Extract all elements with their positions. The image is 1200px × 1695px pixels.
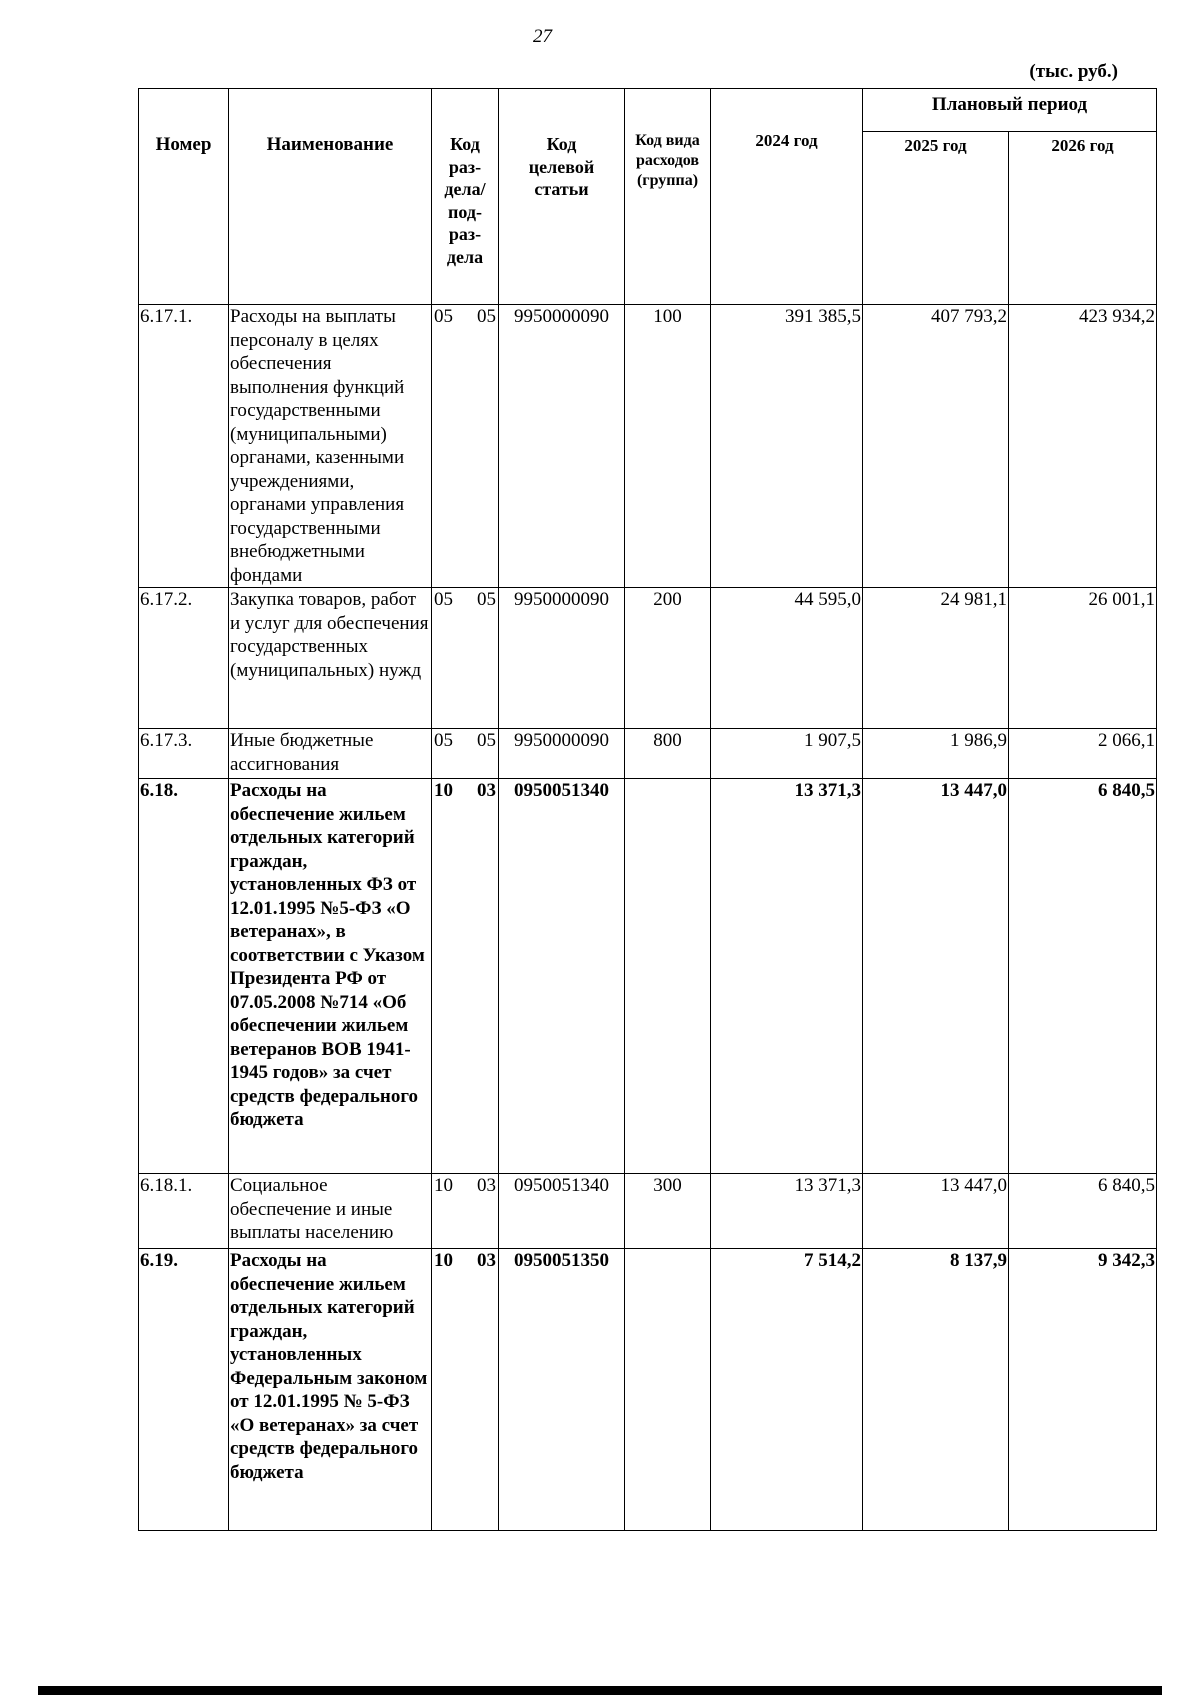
row-name: Закупка товаров, работ и услуг для обеспечения государственных (муниципальных) нужд bbox=[229, 588, 432, 729]
header-section-line: под- bbox=[448, 201, 482, 222]
header-section-line: дела bbox=[446, 246, 484, 267]
row-target: 0950051350 bbox=[499, 1249, 625, 1531]
row-value-2024: 44 595,0 bbox=[711, 588, 863, 729]
row-kind: 200 bbox=[625, 588, 711, 729]
table-row bbox=[139, 588, 1157, 729]
row-section-code: 05 bbox=[434, 306, 453, 327]
header-planned-period: Плановый период bbox=[863, 89, 1157, 132]
row-kind: 800 bbox=[625, 729, 711, 779]
row-section bbox=[432, 779, 499, 1174]
row-number: 6.17.3. bbox=[139, 729, 229, 779]
row-kind: 300 bbox=[625, 1174, 711, 1249]
row-value-2024: 7 514,2 bbox=[711, 1249, 863, 1531]
header-target-line: статьи bbox=[534, 179, 589, 199]
budget-table bbox=[138, 88, 1157, 1531]
row-name: Расходы на обеспечение жильем отдельных категорий граждан, установленных ФЗ от 12.01.1995 №5-ФЗ «О ветеранах», в соответствии с Указом Президента РФ от 07.05.2008 №714 «Об обеспечении жильем ветеранов ВОВ 1941-1945 годов» за счет средств федерального бюджета bbox=[229, 779, 432, 1174]
header-kind-line: расходов bbox=[635, 152, 700, 169]
header-kind-line: Код вида bbox=[635, 132, 700, 149]
header-section-line: раз- bbox=[448, 156, 482, 177]
row-subsection-code: 03 bbox=[477, 1175, 496, 1196]
row-subsection-code: 03 bbox=[477, 1250, 496, 1271]
row-value-2026: 26 001,1 bbox=[1009, 588, 1157, 729]
page-number: 27 bbox=[533, 26, 552, 47]
row-section bbox=[432, 729, 499, 779]
row-kind: 100 bbox=[625, 305, 711, 588]
row-value-2024: 391 385,5 bbox=[711, 305, 863, 588]
row-number: 6.18.1. bbox=[139, 1174, 229, 1249]
row-section-code: 10 bbox=[434, 1175, 453, 1196]
row-number: 6.19. bbox=[139, 1249, 229, 1531]
row-name: Расходы на выплаты персоналу в целях обеспечения выполнения функций государственными (муниципальными) органами, казенными учреждениями, органами управления государственными внебюджетными фондами bbox=[229, 305, 432, 588]
header-section-line: раз- bbox=[448, 224, 482, 244]
row-target: 0950051340 bbox=[499, 1174, 625, 1249]
row-section bbox=[432, 588, 499, 729]
header-section-line: дела/ bbox=[444, 179, 486, 199]
table-row bbox=[139, 729, 1157, 779]
row-section-code: 10 bbox=[434, 780, 453, 801]
header-year-2026: 2026 год bbox=[1009, 132, 1157, 305]
row-section-code: 05 bbox=[434, 730, 453, 751]
row-section-code: 10 bbox=[434, 1250, 453, 1271]
row-value-2025: 1 986,9 bbox=[863, 729, 1009, 779]
row-value-2026: 423 934,2 bbox=[1009, 305, 1157, 588]
table-row bbox=[139, 1174, 1157, 1249]
row-target: 9950000090 bbox=[499, 588, 625, 729]
row-value-2024: 1 907,5 bbox=[711, 729, 863, 779]
row-value-2026: 2 066,1 bbox=[1009, 729, 1157, 779]
header-expense-kind bbox=[625, 89, 711, 305]
row-section bbox=[432, 1174, 499, 1249]
row-number: 6.17.1. bbox=[139, 305, 229, 588]
row-value-2026: 6 840,5 bbox=[1009, 779, 1157, 1174]
row-value-2025: 13 447,0 bbox=[863, 1174, 1009, 1249]
header-kind-line: (группа) bbox=[636, 172, 699, 189]
row-value-2025: 8 137,9 bbox=[863, 1249, 1009, 1531]
header-section bbox=[432, 89, 499, 305]
row-value-2026: 9 342,3 bbox=[1009, 1249, 1157, 1531]
table-row bbox=[139, 305, 1157, 588]
header-number: Номер bbox=[139, 89, 229, 305]
row-name: Иные бюджетные ассигнования bbox=[229, 729, 432, 779]
row-value-2024: 13 371,3 bbox=[711, 1174, 863, 1249]
row-subsection-code: 05 bbox=[477, 589, 496, 610]
row-value-2025: 24 981,1 bbox=[863, 588, 1009, 729]
header-target-line: Код bbox=[546, 134, 577, 154]
header-year-2024: 2024 год bbox=[711, 89, 863, 305]
row-kind bbox=[625, 1249, 711, 1531]
row-target: 9950000090 bbox=[499, 729, 625, 779]
row-subsection-code: 05 bbox=[477, 730, 496, 751]
row-value-2024: 13 371,3 bbox=[711, 779, 863, 1174]
row-number: 6.17.2. bbox=[139, 588, 229, 729]
header-target-line: целевой bbox=[528, 156, 595, 177]
row-value-2025: 13 447,0 bbox=[863, 779, 1009, 1174]
header-name: Наименование bbox=[229, 89, 432, 305]
header-year-2025: 2025 год bbox=[863, 132, 1009, 305]
row-section bbox=[432, 1249, 499, 1531]
row-name: Расходы на обеспечение жильем отдельных категорий граждан, установленных Федеральным законом от 12.01.1995 № 5-ФЗ «О ветеранах» за счет средств федерального бюджета bbox=[229, 1249, 432, 1531]
scan-edge-bar bbox=[38, 1686, 1162, 1695]
table-row bbox=[139, 1249, 1157, 1531]
table-row bbox=[139, 779, 1157, 1174]
header-target bbox=[499, 89, 625, 305]
row-value-2026: 6 840,5 bbox=[1009, 1174, 1157, 1249]
header-section-line: Код bbox=[450, 134, 480, 154]
row-subsection-code: 05 bbox=[477, 306, 496, 327]
row-kind bbox=[625, 779, 711, 1174]
row-section-code: 05 bbox=[434, 589, 453, 610]
row-value-2025: 407 793,2 bbox=[863, 305, 1009, 588]
row-target: 9950000090 bbox=[499, 305, 625, 588]
row-target: 0950051340 bbox=[499, 779, 625, 1174]
row-section bbox=[432, 305, 499, 588]
row-subsection-code: 03 bbox=[477, 780, 496, 801]
row-name: Социальное обеспечение и иные выплаты населению bbox=[229, 1174, 432, 1249]
row-number: 6.18. bbox=[139, 779, 229, 1174]
units-label: (тыс. руб.) bbox=[1029, 61, 1118, 82]
